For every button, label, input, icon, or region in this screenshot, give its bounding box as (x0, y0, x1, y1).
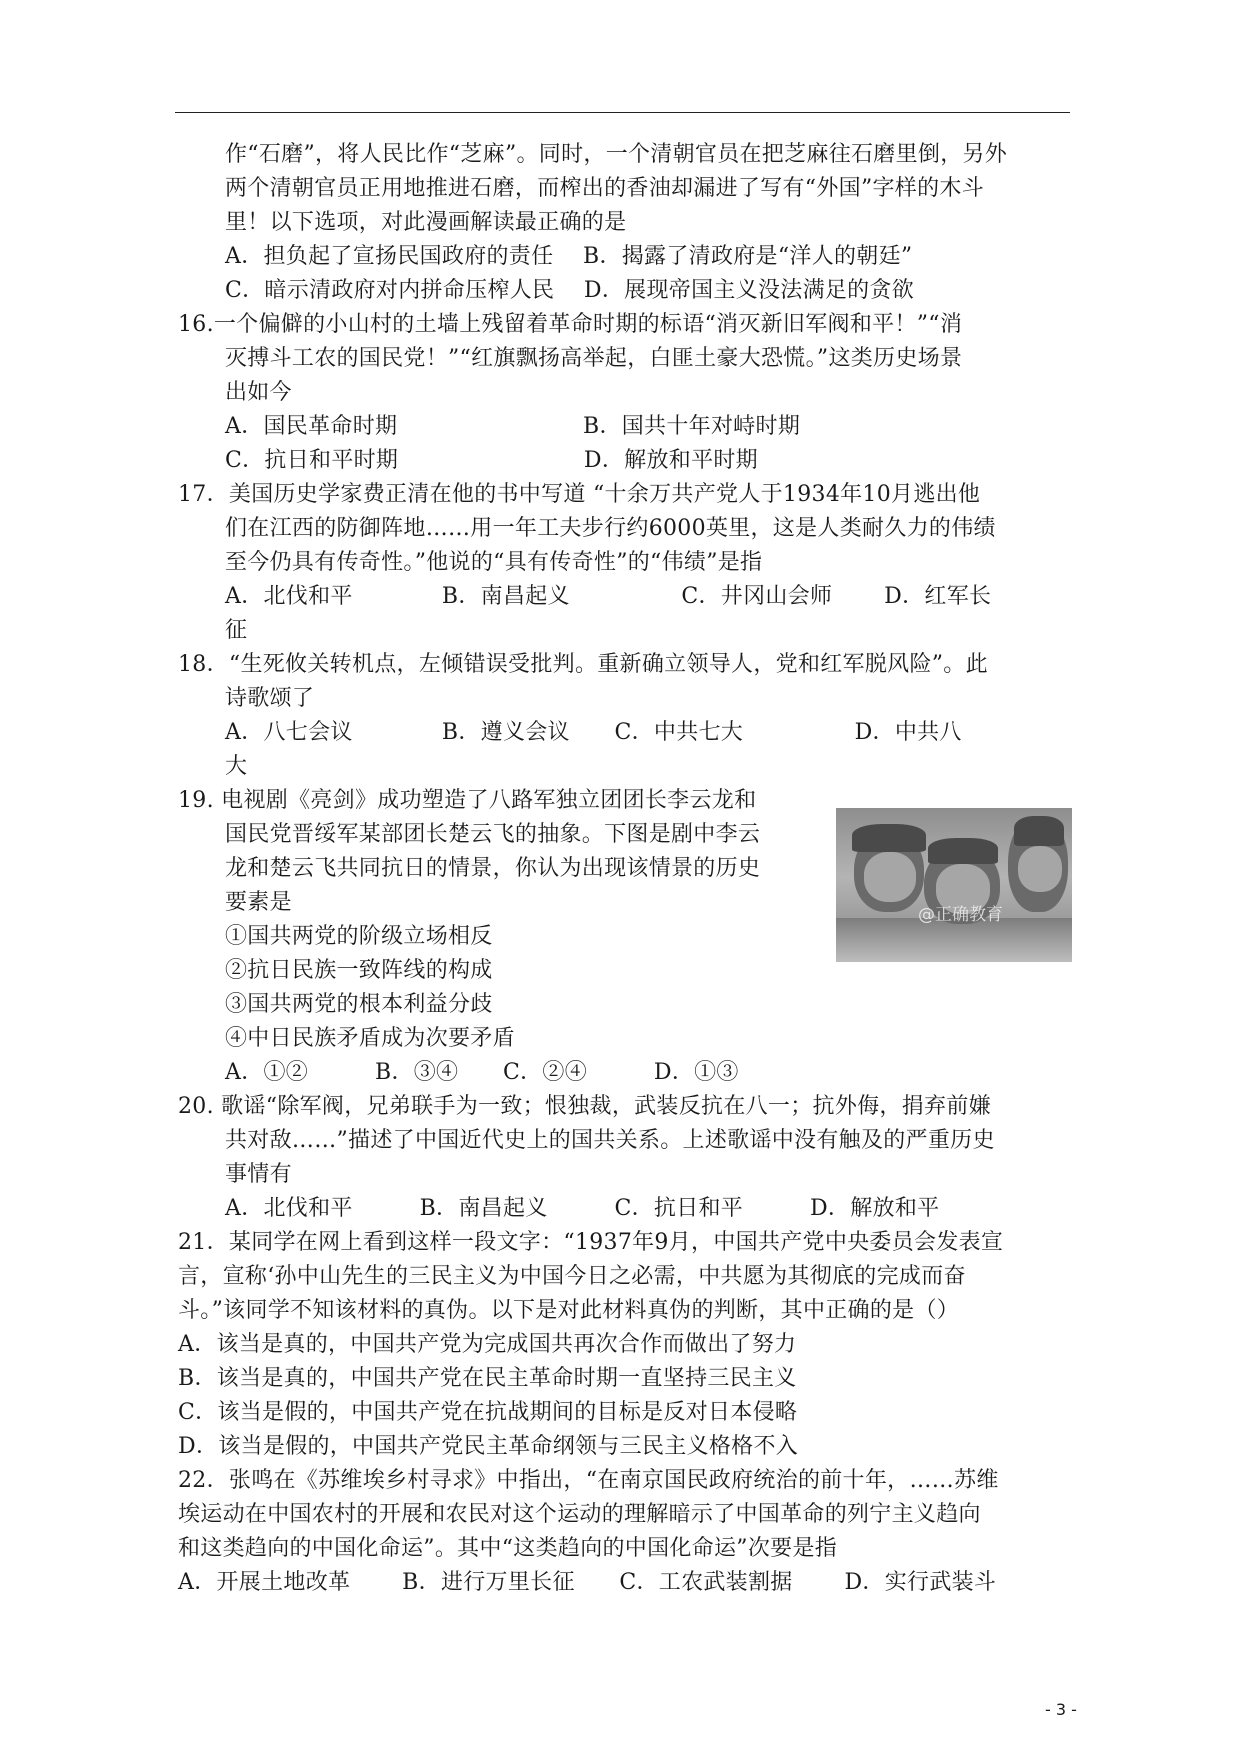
text-line: A．国民革命时期 B．国共十年对峙时期 (225, 414, 801, 439)
text-line: B．该当是真的，中国共产党在民主革命时期一直坚持三民主义 (178, 1366, 797, 1391)
text-line: A．开展土地改革 B．进行万里长征 C．工农武装割据 D．实行武装斗 (178, 1570, 997, 1595)
soldier-face-right (1018, 846, 1062, 892)
text-line: D．该当是假的，中国共产党民主革命纲领与三民主义格格不入 (178, 1434, 799, 1459)
page-number: - 3 - (1045, 1700, 1077, 1719)
text-line: ④中日民族矛盾成为次要矛盾 (225, 1026, 515, 1051)
text-line: 诗歌颂了 (225, 686, 315, 711)
text-line: C．该当是假的，中国共产党在抗战期间的目标是反对日本侵略 (178, 1400, 798, 1425)
text-line: 里！以下选项，对此漫画解读最正确的是 (225, 210, 627, 235)
text-line: A．该当是真的，中国共产党为完成国共再次合作而做出了努力 (178, 1332, 797, 1357)
soldier-cap-left (852, 824, 926, 852)
soldier-cap-right (1014, 816, 1064, 846)
text-line: 征 (225, 618, 248, 643)
text-line: 20. 歌谣“除军阀，兄弟联手为一致；恨独裁，武装反抗在八一；抗外侮，捐弃前嫌 (178, 1094, 991, 1119)
text-line: 21．某同学在网上看到这样一段文字：“1937年9月，中国共产党中央委员会发表宣 (178, 1230, 1004, 1255)
text-line: 国民党晋绥军某部团长楚云飞的抽象。下图是剧中李云 (225, 822, 761, 847)
text-line: 言，宣称‘孙中山先生的三民主义为中国今日之必需，中共愿为其彻底的完成而奋 (178, 1264, 966, 1289)
text-line: 灭搏斗工农的国民党！”“红旗飘扬高举起，白匪土豪大恐慌。”这类历史场景 (225, 346, 963, 371)
text-line: A．北伐和平 B．南昌起义 C．抗日和平 D．解放和平 (225, 1196, 940, 1221)
text-line: ①国共两党的阶级立场相反 (225, 924, 493, 949)
soldier-cap-center (928, 838, 998, 864)
text-line: 18．“生死攸关转机点，左倾错误受批判。重新确立领导人，党和红军脱风险”。此 (178, 652, 988, 677)
soldier-face-left (864, 852, 916, 902)
text-line: 22．张鸣在《苏维埃乡村寻求》中指出，“在南京国民政府统治的前十年，……苏维 (178, 1468, 999, 1493)
text-line: 19. 电视剧《亮剑》成功塑造了八路军独立团团长李云龙和 (178, 788, 757, 813)
text-line: 和这类趋向的中国化命运”。其中“这类趋向的中国化命运”次要是指 (178, 1536, 838, 1561)
text-line: A．八七会议 B．遵义会议 C．中共七大 D．中共八 (225, 720, 962, 745)
text-line: 龙和楚云飞共同抗日的情景，你认为出现该情景的历史 (225, 856, 761, 881)
text-line: 要素是 (225, 890, 292, 915)
text-line: A．担负起了宣扬民国政府的责任 B．揭露了清政府是“洋人的朝廷” (225, 244, 913, 269)
text-line: 作“石磨”，将人民比作“芝麻”。同时，一个清朝官员在把芝麻往石磨里倒，另外 (225, 142, 1008, 167)
text-line: C．抗日和平时期 D．解放和平时期 (225, 448, 758, 473)
text-line: 至今仍具有传奇性。”他说的“具有传奇性”的“伟绩”是指 (225, 550, 763, 575)
text-line: 出如今 (225, 380, 292, 405)
text-line: 大 (225, 754, 248, 779)
text-line: 事情有 (225, 1162, 292, 1187)
text-line: 埃运动在中国农村的开展和农民对这个运动的理解暗示了中国革命的列宁主义趋向 (178, 1502, 981, 1527)
text-line: ③国共两党的根本利益分歧 (225, 992, 493, 1017)
header-rule (175, 112, 1070, 113)
text-line: ②抗日民族一致阵线的构成 (225, 958, 493, 983)
text-line: 16.一个偏僻的小山村的土墙上残留着革命时期的标语“消灭新旧军阀和平！”“消 (178, 312, 963, 337)
text-line: A．北伐和平 B．南昌起义 C．井冈山会师 D．红军长 (225, 584, 992, 609)
drama-still-photo (836, 808, 1072, 962)
text-line: 17．美国历史学家费正清在他的书中写道 “十余万共产党人于1934年10月逃出他 (178, 482, 981, 507)
photo-watermark: @正确教育 (918, 905, 1003, 925)
text-line: 斗。”该同学不知该材料的真伪。以下是对此材料真伪的判断，其中正确的是（） (178, 1298, 960, 1323)
text-line: A．①② B．③④ C．②④ D．①③ (225, 1060, 739, 1085)
text-line: C．暗示清政府对内拼命压榨人民 D．展现帝国主义没法满足的贪欲 (225, 278, 915, 303)
text-line: 共对敌……”描述了中国近代史上的国共关系。上述歌谣中没有触及的严重历史 (225, 1128, 995, 1153)
text-line: 们在江西的防御阵地……用一年工夫步行约6000英里，这是人类耐久力的伟绩 (225, 516, 996, 541)
text-line: 两个清朝官员正用地推进石磨，而榨出的香油却漏进了写有“外国”字样的木斗 (225, 176, 984, 201)
